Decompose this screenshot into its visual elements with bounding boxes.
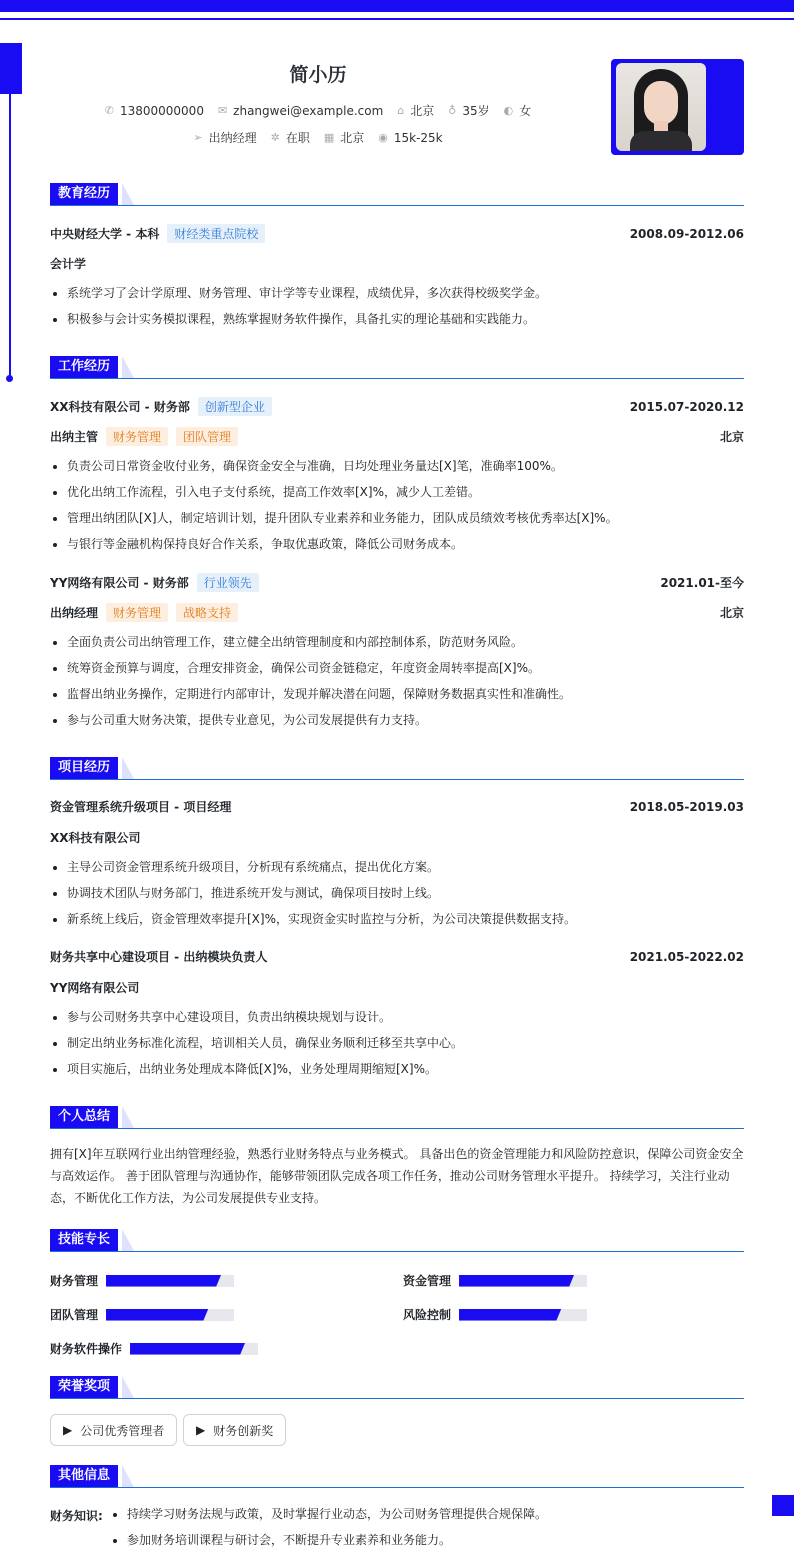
gender-text: 女 bbox=[519, 104, 532, 118]
list-item: • 优化出纳工作流程，引入电子支付系统，提高工作效率[X]%，减少人工差错。 bbox=[67, 479, 761, 505]
project-2-bullets bbox=[50, 1004, 761, 1082]
skill-bar-fill bbox=[106, 1275, 221, 1287]
top-accent-line bbox=[0, 18, 794, 20]
work-1-role-tag: 团队管理 bbox=[176, 427, 238, 446]
award-label: 公司优秀管理者 bbox=[80, 1423, 165, 1438]
project-2-title: 财务共享中心建设项目 - 出纳模块负责人 bbox=[50, 950, 268, 964]
work-1-role-row bbox=[50, 427, 744, 446]
skill-bar bbox=[106, 1275, 234, 1287]
section-work bbox=[50, 356, 744, 379]
education-date: 2008.09-2012.06 bbox=[629, 226, 744, 241]
resume-name: 简小历 bbox=[289, 64, 347, 86]
list-item: • 新系统上线后，资金管理效率提升[X]%，实现资金实时监控与分析，为公司决策提供数据支持。 bbox=[67, 906, 761, 932]
status-text: 在职 bbox=[285, 131, 310, 145]
play-icon: ▶ bbox=[196, 1423, 206, 1437]
work-2-tag: 行业领先 bbox=[197, 573, 259, 592]
section-other bbox=[50, 1465, 744, 1488]
list-item: • 主导公司资金管理系统升级项目，分析现有系统痛点，提出优化方案。 bbox=[67, 854, 761, 880]
other-label: 财务知识: bbox=[50, 1509, 103, 1523]
section-skills bbox=[50, 1229, 744, 1252]
home-icon: ⌂ bbox=[397, 104, 405, 117]
award-badge bbox=[50, 1414, 177, 1446]
project-2-org: YY网络有限公司 bbox=[50, 981, 140, 995]
left-accent-dot bbox=[6, 375, 13, 382]
section-awards-title: 荣誉奖项 bbox=[50, 1376, 118, 1398]
work-2-role-tag: 战略支持 bbox=[176, 603, 238, 622]
skill-item bbox=[50, 1272, 234, 1289]
list-item: • 负责公司日常资金收付业务，确保资金安全与准确，日均处理业务量达[X]笔，准确率100%。 bbox=[67, 453, 761, 479]
salary-text: 15k-25k bbox=[393, 130, 443, 145]
list-item: • 系统学习了会计学原理、财务管理、审计学等专业课程，成绩优异，多次获得校级奖学金。 bbox=[67, 280, 761, 306]
work-1-company: XX科技有限公司 - 财务部 bbox=[50, 400, 190, 414]
skill-bar-fill bbox=[106, 1309, 208, 1321]
skill-bar bbox=[459, 1275, 587, 1287]
work-2-date: 2021.01-至今 bbox=[660, 576, 744, 590]
list-item: • 积极参与会计实务模拟课程，熟练掌握财务软件操作，具备扎实的理论基础和实践能力。 bbox=[67, 306, 761, 332]
work-2-bullets bbox=[50, 629, 761, 733]
education-header bbox=[50, 224, 744, 243]
age-text: 35岁 bbox=[462, 104, 490, 118]
work-2-role-row bbox=[50, 603, 744, 622]
skill-bar-fill bbox=[459, 1309, 561, 1321]
list-item: • 管理出纳团队[X]人，制定培训计划，提升团队专业素养和业务能力，团队成员绩效考核优秀率达[X]%。 bbox=[67, 505, 761, 531]
cake-icon: ♁ bbox=[448, 104, 457, 117]
list-item: • 参与公司重大财务决策，提供专业意见，为公司发展提供有力支持。 bbox=[67, 707, 761, 733]
top-accent-bar bbox=[0, 0, 794, 12]
skill-name: 风险控制 bbox=[403, 1308, 452, 1322]
skill-bar bbox=[130, 1343, 258, 1355]
award-label: 财务创新奖 bbox=[213, 1423, 274, 1438]
phone-text: 13800000000 bbox=[119, 103, 204, 118]
work-1-bullets bbox=[50, 453, 761, 557]
education-bullets bbox=[50, 280, 761, 332]
project-1-org: XX科技有限公司 bbox=[50, 831, 141, 845]
skill-bar-fill bbox=[130, 1343, 245, 1355]
list-item: • 协调技术团队与财务部门，推进系统开发与测试，确保项目按时上线。 bbox=[67, 880, 761, 906]
list-item: • 持续学习财务法规与政策，及时掌握行业动态，为公司财务管理提供合规保障。 bbox=[127, 1501, 747, 1527]
section-education bbox=[50, 183, 744, 206]
skill-item bbox=[50, 1306, 234, 1323]
other-bullets bbox=[110, 1501, 747, 1553]
position-text: 出纳经理 bbox=[208, 131, 257, 145]
section-summary-title: 个人总结 bbox=[50, 1106, 118, 1128]
work-1-city: 北京 bbox=[719, 430, 744, 444]
skill-name: 资金管理 bbox=[403, 1274, 452, 1288]
phone-icon: ✆ bbox=[104, 104, 114, 117]
section-education-title: 教育经历 bbox=[50, 183, 118, 205]
send-icon: ➢ bbox=[193, 131, 203, 144]
list-item: • 参加财务培训课程与研讨会，不断提升专业素养和业务能力。 bbox=[127, 1527, 747, 1553]
award-badge bbox=[183, 1414, 286, 1446]
skill-item bbox=[50, 1340, 258, 1357]
salary-icon: ◉ bbox=[378, 131, 388, 144]
work-2-role-tag: 财务管理 bbox=[106, 603, 168, 622]
target-city-text: 北京 bbox=[340, 131, 365, 145]
work-2-header bbox=[50, 573, 744, 592]
list-item: • 统筹资金预算与调度，合理安排资金，确保公司资金链稳定，年度资金周转率提高[X]%。 bbox=[67, 655, 761, 681]
project-1-date: 2018.05-2019.03 bbox=[629, 799, 744, 814]
work-2-city: 北京 bbox=[719, 606, 744, 620]
education-major: 会计学 bbox=[50, 257, 87, 271]
contact-row-2 bbox=[0, 129, 636, 146]
skill-item bbox=[403, 1272, 587, 1289]
list-item: • 参与公司财务共享中心建设项目，负责出纳模块规划与设计。 bbox=[67, 1004, 761, 1030]
section-work-title: 工作经历 bbox=[50, 356, 118, 378]
gender-icon: ◐ bbox=[503, 104, 514, 117]
skill-bar bbox=[106, 1309, 234, 1321]
work-1-role: 出纳主管 bbox=[50, 430, 99, 444]
work-2-role: 出纳经理 bbox=[50, 606, 99, 620]
skill-bar-fill bbox=[459, 1275, 574, 1287]
work-1-role-tag: 财务管理 bbox=[106, 427, 168, 446]
work-2-company: YY网络有限公司 - 财务部 bbox=[50, 576, 189, 590]
contact-row-1 bbox=[0, 102, 636, 119]
project-1-header bbox=[50, 798, 744, 815]
skill-name: 团队管理 bbox=[50, 1308, 99, 1322]
section-project bbox=[50, 757, 744, 780]
skill-bar bbox=[459, 1309, 587, 1321]
profile-photo bbox=[611, 59, 744, 155]
work-1-tag: 创新型企业 bbox=[198, 397, 272, 416]
project-1-bullets bbox=[50, 854, 761, 932]
mail-icon: ✉ bbox=[217, 104, 228, 117]
section-summary bbox=[50, 1106, 744, 1129]
skill-item bbox=[403, 1306, 587, 1323]
list-item: • 监督出纳业务操作，定期进行内部审计，发现并解决潜在问题，保障财务数据真实性和准确性。 bbox=[67, 681, 761, 707]
list-item: • 全面负责公司出纳管理工作，建立健全出纳管理制度和内部控制体系，防范财务风险。 bbox=[67, 629, 761, 655]
section-other-title: 其他信息 bbox=[50, 1465, 118, 1487]
bottom-accent-block bbox=[772, 1495, 794, 1516]
school-tag: 财经类重点院校 bbox=[167, 224, 265, 243]
building-icon: ▦ bbox=[323, 131, 335, 144]
status-icon: ✲ bbox=[270, 131, 280, 144]
school-name: 中央财经大学 - 本科 bbox=[50, 227, 160, 241]
play-icon: ▶ bbox=[63, 1423, 73, 1437]
email-text[interactable]: zhangwei@example.com bbox=[233, 103, 384, 118]
summary-text: 拥有[X]年互联网行业出纳管理经验，熟悉行业财务特点与业务模式。 具备出色的资金管理能力和风险防控意识，保障公司资金安全与高效运作。 善于团队管理与沟通协作，能够带领团队完成各项工作任务，推动公司财务管理水平提升。 持续学习，关注行业动态，不断优化工作方法，为公司发展提供专业支持。 bbox=[50, 1147, 744, 1205]
skill-name: 财务管理 bbox=[50, 1274, 99, 1288]
list-item: • 项目实施后，出纳业务处理成本降低[X]%，业务处理周期缩短[X]%。 bbox=[67, 1056, 761, 1082]
section-awards bbox=[50, 1376, 744, 1399]
list-item: • 与银行等金融机构保持良好合作关系，争取优惠政策，降低公司财务成本。 bbox=[67, 531, 761, 557]
list-item: • 制定出纳业务标准化流程，培训相关人员，确保业务顺利迁移至共享中心。 bbox=[67, 1030, 761, 1056]
project-1-title: 资金管理系统升级项目 - 项目经理 bbox=[50, 800, 232, 814]
section-skills-title: 技能专长 bbox=[50, 1229, 118, 1251]
city-text: 北京 bbox=[410, 104, 435, 118]
skill-name: 财务软件操作 bbox=[50, 1342, 123, 1356]
work-1-header bbox=[50, 397, 744, 416]
work-1-date: 2015.07-2020.12 bbox=[629, 399, 744, 414]
project-2-header bbox=[50, 948, 744, 965]
project-2-date: 2021.05-2022.02 bbox=[629, 949, 744, 964]
section-project-title: 项目经历 bbox=[50, 757, 118, 779]
